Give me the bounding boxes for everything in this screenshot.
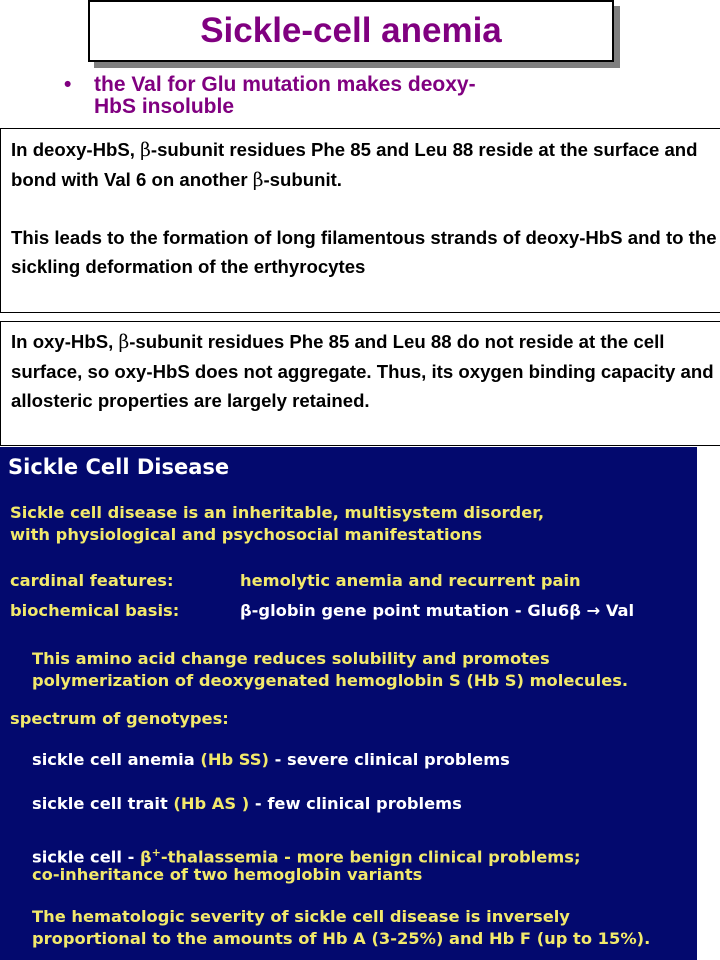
genotype-as-name: sickle cell trait	[32, 794, 168, 813]
panel-title: Sickle Cell Disease	[8, 455, 230, 479]
genotype-thal-line2: co-inheritance of two hemoglobin variants	[32, 865, 423, 884]
deoxy-text-part3: -subunit.	[263, 169, 342, 190]
severity-line1: The hematologic severity of sickle cell disease is inversely	[32, 907, 570, 926]
deoxy-text-part2: -subunit residues Phe 85 and Leu 88 reside at the surface and bond with Val 6 on another	[11, 139, 698, 190]
sickle-cell-disease-panel	[0, 447, 697, 960]
beta-symbol: β	[252, 170, 264, 191]
slide-title-box	[88, 0, 614, 62]
genotype-ss-name: sickle cell anemia	[32, 750, 195, 769]
genotype-thal-beta: β	[140, 847, 152, 867]
change-line2: polymerization of deoxygenated hemoglobin S (Hb S) molecules.	[32, 671, 629, 690]
genotype-ss-desc: - severe clinical problems	[274, 750, 510, 769]
severity-line2: proportional to the amounts of Hb A (3-25%) and Hb F (up to 15%).	[32, 929, 651, 948]
genotype-thal-name: sickle cell -	[32, 847, 140, 867]
genotype-as-desc: - few clinical problems	[254, 794, 462, 813]
bullet-point	[64, 74, 624, 118]
genotype-thal-desc: -thalassemia - more benign clinical problems;	[160, 847, 581, 867]
slide-title: Sickle-cell anemia	[200, 11, 502, 50]
biochem-label: biochemical basis:	[10, 601, 180, 620]
genotype-thal	[32, 843, 580, 867]
genotype-ss-code: (Hb SS)	[200, 750, 269, 769]
beta-symbol: β	[140, 140, 151, 161]
oxy-hbs-textbox	[0, 321, 720, 446]
bullet-text	[94, 74, 476, 118]
intro-line1: Sickle cell disease is an inheritable, multisystem disorder,	[10, 503, 545, 522]
deoxy-hbs-paragraph	[11, 135, 717, 195]
bullet-glyph: •	[64, 73, 72, 96]
oxy-text-part2: -subunit residues Phe 85 and Leu 88 do not reside at the cell surface, so oxy-HbS does not aggregate. Thus, its oxygen binding capacity and allosteric properties are largely retained.	[11, 331, 714, 411]
bullet-text-line2: HbS insoluble	[94, 95, 235, 118]
change-line1: This amino acid change reduces solubility and promotes	[32, 649, 550, 668]
genotype-as	[32, 794, 462, 814]
oxy-hbs-paragraph	[11, 327, 717, 415]
genotype-ss	[32, 750, 510, 770]
oxy-text-part1: In oxy-HbS,	[11, 331, 119, 352]
bullet-text-line1: the Val for Glu mutation makes deoxy-	[94, 73, 476, 96]
genotype-thal-sup: +	[151, 846, 161, 859]
deoxy-text-part1: In deoxy-HbS,	[11, 139, 141, 160]
beta-symbol: β	[118, 332, 130, 353]
cardinal-value: hemolytic anemia and recurrent pain	[240, 571, 581, 590]
biochem-value: β-globin gene point mutation - Glu6β → Val	[240, 601, 635, 620]
cardinal-label: cardinal features:	[10, 571, 174, 590]
spectrum-label: spectrum of genotypes:	[10, 709, 229, 728]
intro-line2: with physiological and psychosocial manifestations	[10, 525, 483, 544]
genotype-as-code: (Hb AS )	[173, 794, 250, 813]
deoxy-hbs-textbox	[0, 128, 720, 313]
filament-paragraph: This leads to the formation of long filamentous strands of deoxy-HbS and to the sickling deformation of the erthyrocytes	[11, 227, 717, 277]
